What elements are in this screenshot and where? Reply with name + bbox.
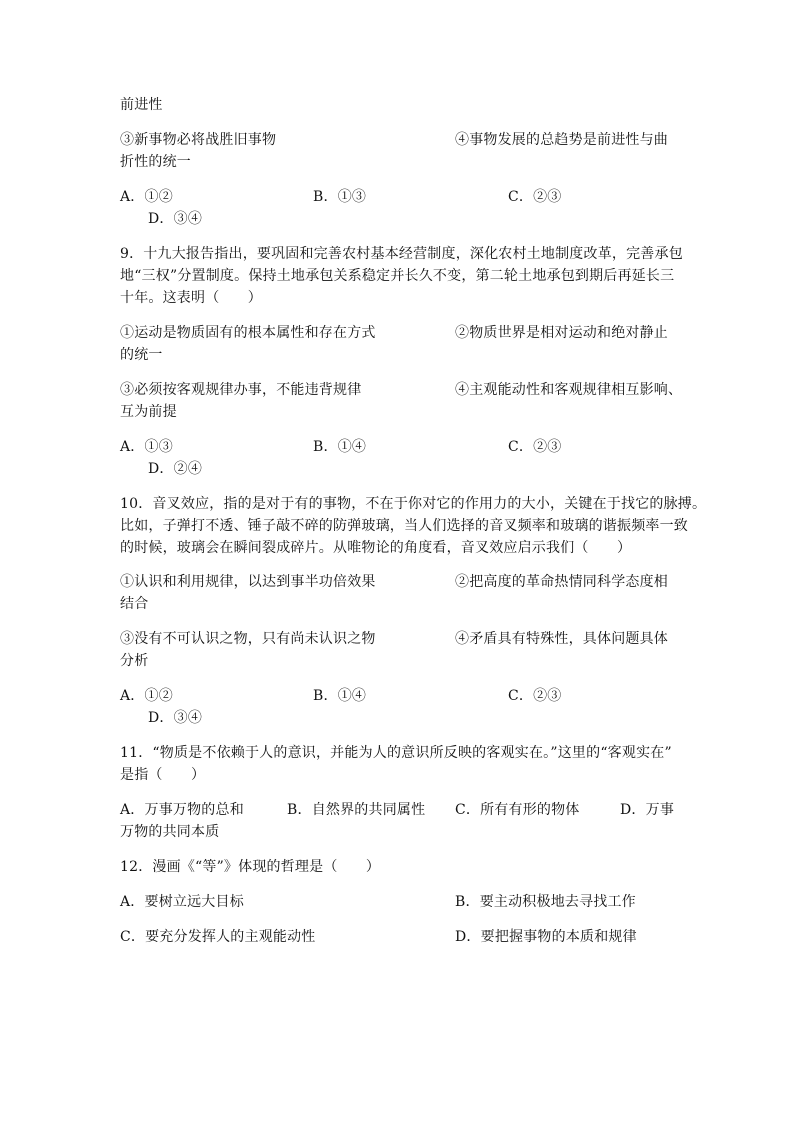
question-11-stem: 是指（ ） (120, 767, 206, 783)
answer-d: D．③④ (148, 710, 203, 726)
answer-b: B．①④ (313, 439, 367, 455)
answer-a: A．要树立远大目标 (120, 894, 244, 910)
question-11-stem: 11．“物质是不依赖于人的意识，并能为人的意识所反映的客观实在。”这里的“客观实在” (120, 745, 672, 761)
answer-c: C．所有有形的物体 (455, 802, 580, 818)
answer-c: C．②③ (508, 688, 562, 704)
answer-a: A．①② (120, 688, 173, 704)
answer-b: B．①④ (313, 688, 367, 704)
option-3: ③新事物必将战胜旧事物 (120, 132, 277, 148)
question-9-stem: 地“三权”分置制度。保持土地承包关系稳定并长久不变，第二轮土地承包到期后再延长三 (120, 268, 675, 284)
question-12-stem: 12．漫画《“等”》体现的哲理是（ ） (120, 859, 381, 875)
answer-a: A．①② (120, 189, 173, 205)
answer-d: D．②④ (148, 461, 203, 477)
answer-d: D．③④ (148, 211, 203, 227)
answer-c: C．要充分发挥人的主观能动性 (120, 929, 316, 945)
question-10-stem: 的时候，玻璃会在瞬间裂成碎片。从唯物论的角度看，音叉效应启示我们（ ） (120, 540, 632, 556)
option-4: ④主观能动性和客观规律相互影响、 (455, 382, 683, 398)
option-2-cont: 的统一 (120, 347, 163, 363)
option-4-cont: 互为前提 (120, 404, 177, 420)
question-10-stem: 10．音叉效应，指的是对于有的事物，不在于你对它的作用力的大小，关键在于找它的脉搏。 (120, 496, 707, 512)
answer-a: A．①③ (120, 439, 173, 455)
answer-d-cont: 万物的共同本质 (120, 824, 220, 840)
question-10-stem: 比如，子弹打不透、锤子敲不碎的防弹玻璃，当人们选择的音叉频率和玻璃的谐振频率一致 (120, 518, 688, 534)
option-3: ③必须按客观规律办事，不能违背规律 (120, 382, 362, 398)
question-9-stem: 9．十九大报告指出，要巩固和完善农村基本经营制度，深化农村土地制度改革，完善承包 (120, 246, 683, 262)
answer-c: C．②③ (508, 189, 562, 205)
option-4: ④矛盾具有特殊性，具体问题具体 (455, 631, 668, 647)
option-4-cont: 分析 (120, 653, 149, 669)
option-4: ④事物发展的总趋势是前进性与曲 (455, 132, 668, 148)
option-2: ②把高度的革命热情同科学态度相 (455, 574, 668, 590)
answer-b: B．要主动积极地去寻找工作 (455, 894, 636, 910)
text-line: 前进性 (120, 97, 163, 113)
option-4-cont: 折性的统一 (120, 154, 191, 170)
answer-d: D．万事 (620, 802, 675, 818)
option-1: ①认识和利用规律，以达到事半功倍效果 (120, 574, 376, 590)
answer-b: B．①③ (313, 189, 367, 205)
option-2: ②物质世界是相对运动和绝对静止 (455, 325, 668, 341)
option-1: ①运动是物质固有的根本属性和存在方式 (120, 325, 376, 341)
answer-a: A．万事万物的总和 (120, 802, 244, 818)
answer-b: B．自然界的共同属性 (287, 802, 426, 818)
answer-c: C．②③ (508, 439, 562, 455)
option-2-cont: 结合 (120, 596, 149, 612)
option-3: ③没有不可认识之物，只有尚未认识之物 (120, 631, 376, 647)
question-9-stem: 十年。这表明（ ） (120, 290, 262, 306)
answer-d: D．要把握事物的本质和规律 (455, 929, 637, 945)
